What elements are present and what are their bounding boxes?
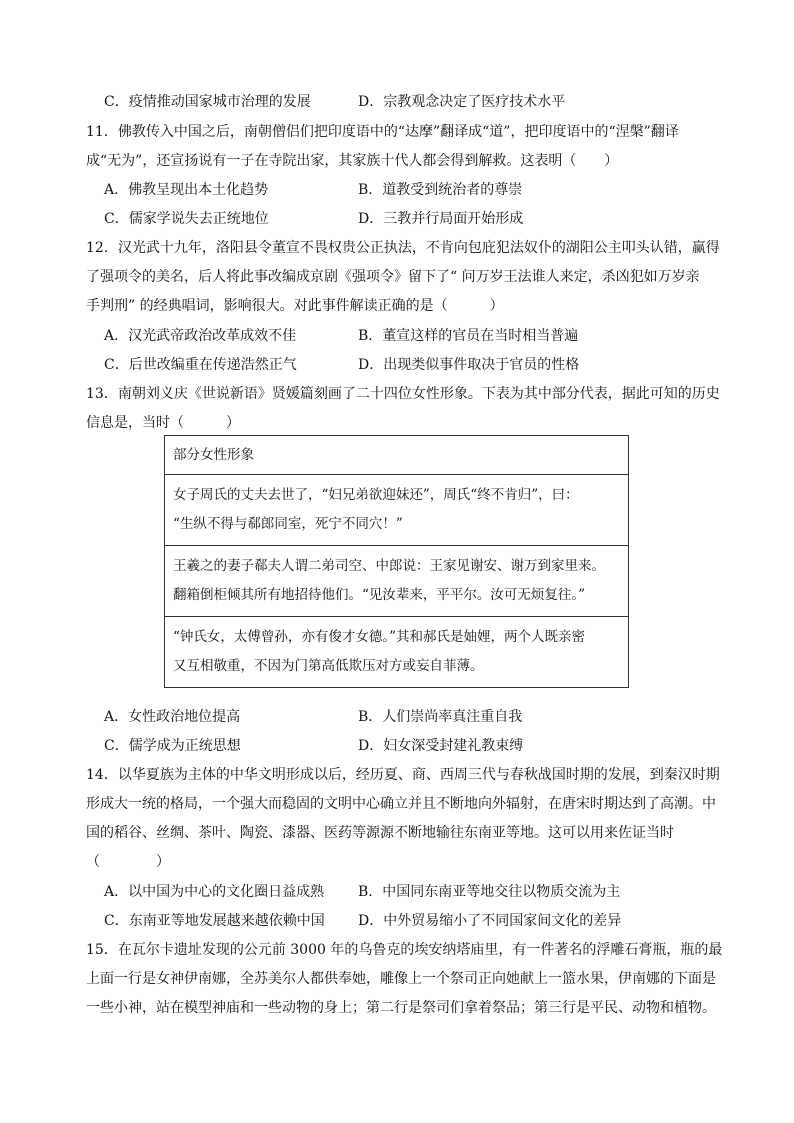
q13-option-d: D．妇女深受封建礼教束缚 bbox=[358, 738, 524, 754]
table-row1-line1: 女子周氏的丈夫去世了，“妇兄弟欲迎妹还”，周氏“终不肯归”，曰： bbox=[173, 487, 579, 503]
q11-stem-line2: 成“无为”，还宣扬说有一子在寺院出家，其家族十代人都会得到解救。这表明（ ） bbox=[86, 153, 619, 169]
q15-stem-line3: 一些小神，站在模型神庙和一些动物的身上；第二行是祭司们拿着祭品；第三行是平民、动物和植物。 bbox=[86, 1000, 716, 1016]
q12-stem-line1: 12．汉光武十九年，洛阳县令董宣不畏权贵公正执法，不肯向包庇犯法奴仆的湖阳公主叩头认错，赢得 bbox=[86, 240, 720, 256]
table-header: 部分女性形象 bbox=[165, 436, 629, 475]
table-cell bbox=[165, 617, 629, 688]
q15-stem-line1: 15．在瓦尔卡遗址发现的公元前 3000 年的乌鲁克的埃安纳塔庙里，有一件著名的浮雕石膏瓶，瓶的最 bbox=[86, 942, 723, 958]
q14-option-a: A．以中国为中心的文化圈日益成熟 bbox=[104, 884, 325, 900]
q11-option-d: D．三教并行局面开始形成 bbox=[358, 211, 524, 227]
q14-option-d: D．中外贸易缩小了不同国家间文化的差异 bbox=[358, 913, 622, 929]
q15-stem-line2: 上面一行是女神伊南娜，全苏美尔人都供奉她，雕像上一个祭司正向她献上一篮水果，伊南娜的下面是 bbox=[86, 971, 716, 987]
table-row2-line1: 王羲之的妻子郗夫人谓二弟司空、中郎说：王家见谢安、谢万到家里来。 bbox=[173, 558, 605, 574]
q12-stem-line2: 了强项令的美名，后人将此事改编成京剧《强项令》留下了“ 问万岁王法谁人来定，杀凶犯如万岁亲 bbox=[86, 269, 700, 285]
q10-option-d: D．宗教观念决定了医疗技术水平 bbox=[358, 94, 566, 110]
table-row bbox=[165, 546, 629, 617]
q14-stem-line4: （ ） bbox=[86, 854, 170, 870]
q13-option-c: C．儒学成为正统思想 bbox=[104, 738, 241, 754]
table-row3-line1: “钟氏女，太傅曾孙，亦有俊才女德。”其和郝氏是妯娌，两个人既亲密 bbox=[173, 629, 586, 645]
q12-stem-line3: 手判刑” 的经典唱词，影响很大。对此事件解读正确的是（ ） bbox=[86, 298, 504, 314]
table-row bbox=[165, 475, 629, 546]
table-row3-line2: 又互相敬重，不因为门第高低欺压对方或妄自菲薄。 bbox=[173, 658, 484, 674]
q11-stem-line1: 11．佛教传入中国之后，南朝僧侣们把印度语中的“达摩”翻译成“道”，把印度语中的“涅槃”翻译 bbox=[86, 124, 679, 140]
q11-option-b: B．道教受到统治者的尊崇 bbox=[358, 182, 523, 198]
q12-option-b: B．董宣这样的官员在当时相当普遍 bbox=[358, 328, 579, 344]
q10-option-c: C．疫情推动国家城市治理的发展 bbox=[104, 94, 311, 110]
table-header-row bbox=[165, 436, 629, 475]
q13-option-a: A．女性政治地位提高 bbox=[104, 709, 241, 725]
table-row2-line2: 翻箱倒柜倾其所有地招待他们。“见汝辈来，平平尔。汝可无烦复往。” bbox=[173, 587, 586, 603]
q13-stem-line1: 13．南朝刘义庆《世说新语》贤媛篇刻画了二十四位女性形象。下表为其中部分代表，据此可知的历史 bbox=[86, 386, 720, 402]
q14-stem-line3: 国的稻谷、丝绸、茶叶、陶瓷、漆器、医药等源源不断地输往东南亚等地。这可以用来佐证当时 bbox=[86, 825, 674, 841]
q14-option-b: B．中国同东南亚等地交往以物质交流为主 bbox=[358, 884, 621, 900]
q14-stem-line1: 14．以华夏族为主体的中华文明形成以后，经历夏、商、西周三代与春秋战国时期的发展，到秦汉时期 bbox=[86, 767, 720, 783]
q14-option-c: C．东南亚等地发展越来越依赖中国 bbox=[104, 913, 325, 929]
table-cell bbox=[165, 546, 629, 617]
q12-option-d: D．出现类似事件取决于官员的性格 bbox=[358, 357, 580, 373]
q13-option-b: B．人们崇尚率真注重自我 bbox=[358, 709, 523, 725]
q11-option-c: C．儒家学说失去正统地位 bbox=[104, 211, 269, 227]
q14-stem-line2: 形成大一统的格局，一个强大而稳固的文明中心确立并且不断地向外辐射，在唐宋时期达到了高潮。中 bbox=[86, 796, 716, 812]
table-row bbox=[165, 617, 629, 688]
table-row1-line2: “生纵不得与郗郎同室，死宁不同穴！” bbox=[173, 516, 403, 532]
q13-stem-line2: 信息是，当时（ ） bbox=[86, 415, 240, 431]
q12-option-a: A．汉光武帝政治改革成效不佳 bbox=[104, 328, 297, 344]
table-cell bbox=[165, 475, 629, 546]
q12-option-c: C．后世改编重在传递浩然正气 bbox=[104, 357, 297, 373]
q11-option-a: A．佛教呈现出本土化趋势 bbox=[104, 182, 269, 198]
female-figures-table bbox=[164, 435, 629, 688]
